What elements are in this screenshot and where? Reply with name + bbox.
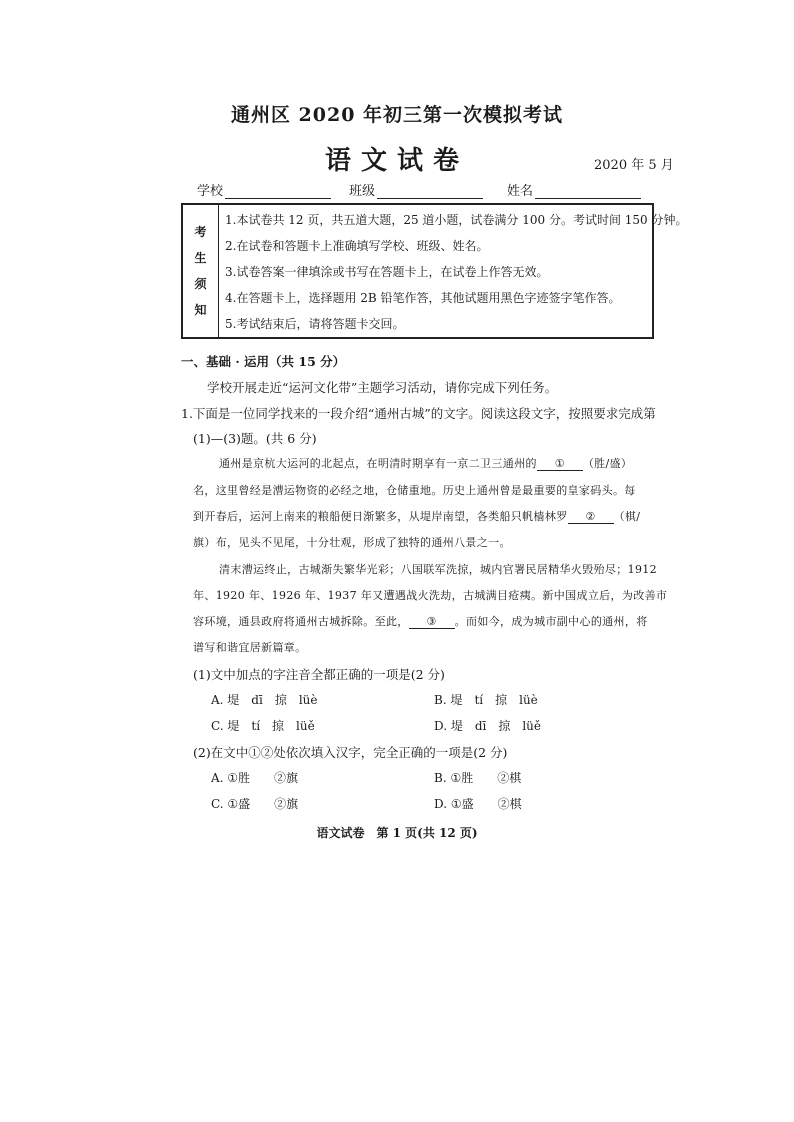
notice-item: 1.本试卷共 12 页，共五道大题，25 道小题，试卷满分 100 分。考试时间 150 分钟。: [225, 213, 688, 227]
option-b[interactable]: B. ①胜 ②棋: [434, 771, 522, 785]
name-line[interactable]: [535, 184, 641, 199]
option-a[interactable]: A. ①胜 ②旗: [211, 771, 299, 785]
passage-text: 到开春后，运河上南来的粮船便日渐繁多，从堤岸南望，各类船只帆樯林罗: [193, 510, 568, 523]
exam-title: 通州区 2020 年初三第一次模拟考试: [230, 104, 564, 126]
class-label: 班级: [349, 184, 376, 199]
section-heading: 一、基础 · 运用（共 15 分）: [181, 354, 346, 369]
subquestion-1-stem: (1)文中加点的字注音全都正确的一项是(2 分): [193, 667, 445, 682]
notice-box: [181, 203, 688, 339]
page-footer: 语文试卷 第 1 页(共 12 页): [316, 826, 478, 840]
passage-line: 谱写和谐宜居新篇章。: [193, 641, 307, 654]
blank-2: ②: [568, 510, 614, 524]
passage-line: [219, 455, 632, 471]
passage-text: （胜/盛）: [582, 457, 633, 470]
passage-line: 清末漕运终止，古城渐失繁华光彩；八国联军洗掠，城内官署民居精华火毁殆尽；1912: [219, 563, 657, 576]
school-field[interactable]: [197, 180, 331, 199]
option-c[interactable]: C. ①盛 ②旗: [211, 797, 299, 811]
option-d[interactable]: D. ①盛 ②棋: [434, 797, 522, 811]
option-b[interactable]: B. 堤 tí 掠 lüè: [434, 693, 538, 707]
class-field[interactable]: [349, 180, 483, 199]
passage-line: 年、1920 年、1926 年、1937 年又遭遇战火洗劫，古城满目疮痍。新中国成立后，为改善市: [193, 589, 668, 602]
notice-label-char: 生: [194, 251, 207, 265]
passage-text: 容环境，通县政府将通州古城拆除。至此，: [193, 615, 409, 628]
notice-label-char: 知: [194, 303, 207, 317]
paper-title: 语文试卷: [324, 146, 469, 176]
passage-line: [193, 613, 648, 629]
notice-item: 5.考试结束后，请将答题卡交回。: [225, 317, 405, 331]
question-1-stem-line1: 1.下面是一位同学找来的一段介绍“通州古城”的文字。阅读这段文字，按照要求完成第: [181, 406, 656, 421]
school-line[interactable]: [225, 184, 331, 199]
passage-text: 通州是京杭大运河的北起点，在明清时期享有一京二卫三通州的: [219, 457, 537, 470]
option-c[interactable]: C. 堤 tí 掠 lüě: [211, 719, 315, 733]
section-intro: 学校开展走近“运河文化带”主题学习活动，请你完成下列任务。: [207, 380, 558, 395]
notice-label-char: 考: [194, 225, 207, 239]
class-line[interactable]: [377, 184, 483, 199]
passage-line: 名，这里曾经是漕运物资的必经之地，仓储重地。历史上通州曾是最重要的皇家码头。每: [193, 484, 636, 497]
name-label: 姓名: [507, 184, 534, 199]
notice-label-column: [183, 205, 219, 337]
notice-item: 2.在试卷和答题卡上准确填写学校、班级、姓名。: [225, 239, 489, 253]
option-d[interactable]: D. 堤 dī 掠 lüě: [434, 719, 542, 733]
subquestion-2-stem: (2)在文中①②处依次填入汉字，完全正确的一项是(2 分): [193, 745, 508, 760]
blank-1: ①: [537, 457, 583, 471]
option-a[interactable]: A. 堤 dī 掠 lüè: [211, 693, 318, 707]
passage-line: 旗）布，见头不见尾，十分壮观，形成了独特的通州八景之一。: [193, 536, 511, 549]
paper-date: 2020 年 5 月: [594, 158, 674, 173]
passage-text: （棋/: [613, 510, 641, 523]
notice-item: 3.试卷答案一律填涂或书写在答题卡上，在试卷上作答无效。: [225, 265, 549, 279]
passage-text: 。而如今，成为城市副中心的通州，将: [454, 615, 648, 628]
passage-line: [193, 508, 640, 524]
question-1-stem-line2: (1)—(3)题。(共 6 分): [193, 431, 317, 446]
name-field[interactable]: [507, 180, 641, 199]
blank-3: ③: [409, 615, 455, 629]
school-label: 学校: [197, 184, 224, 199]
notice-label-char: 须: [194, 277, 207, 291]
notice-item: 4.在答题卡上，选择题用 2B 铅笔作答，其他试题用黑色字迹签字笔作答。: [225, 291, 621, 305]
